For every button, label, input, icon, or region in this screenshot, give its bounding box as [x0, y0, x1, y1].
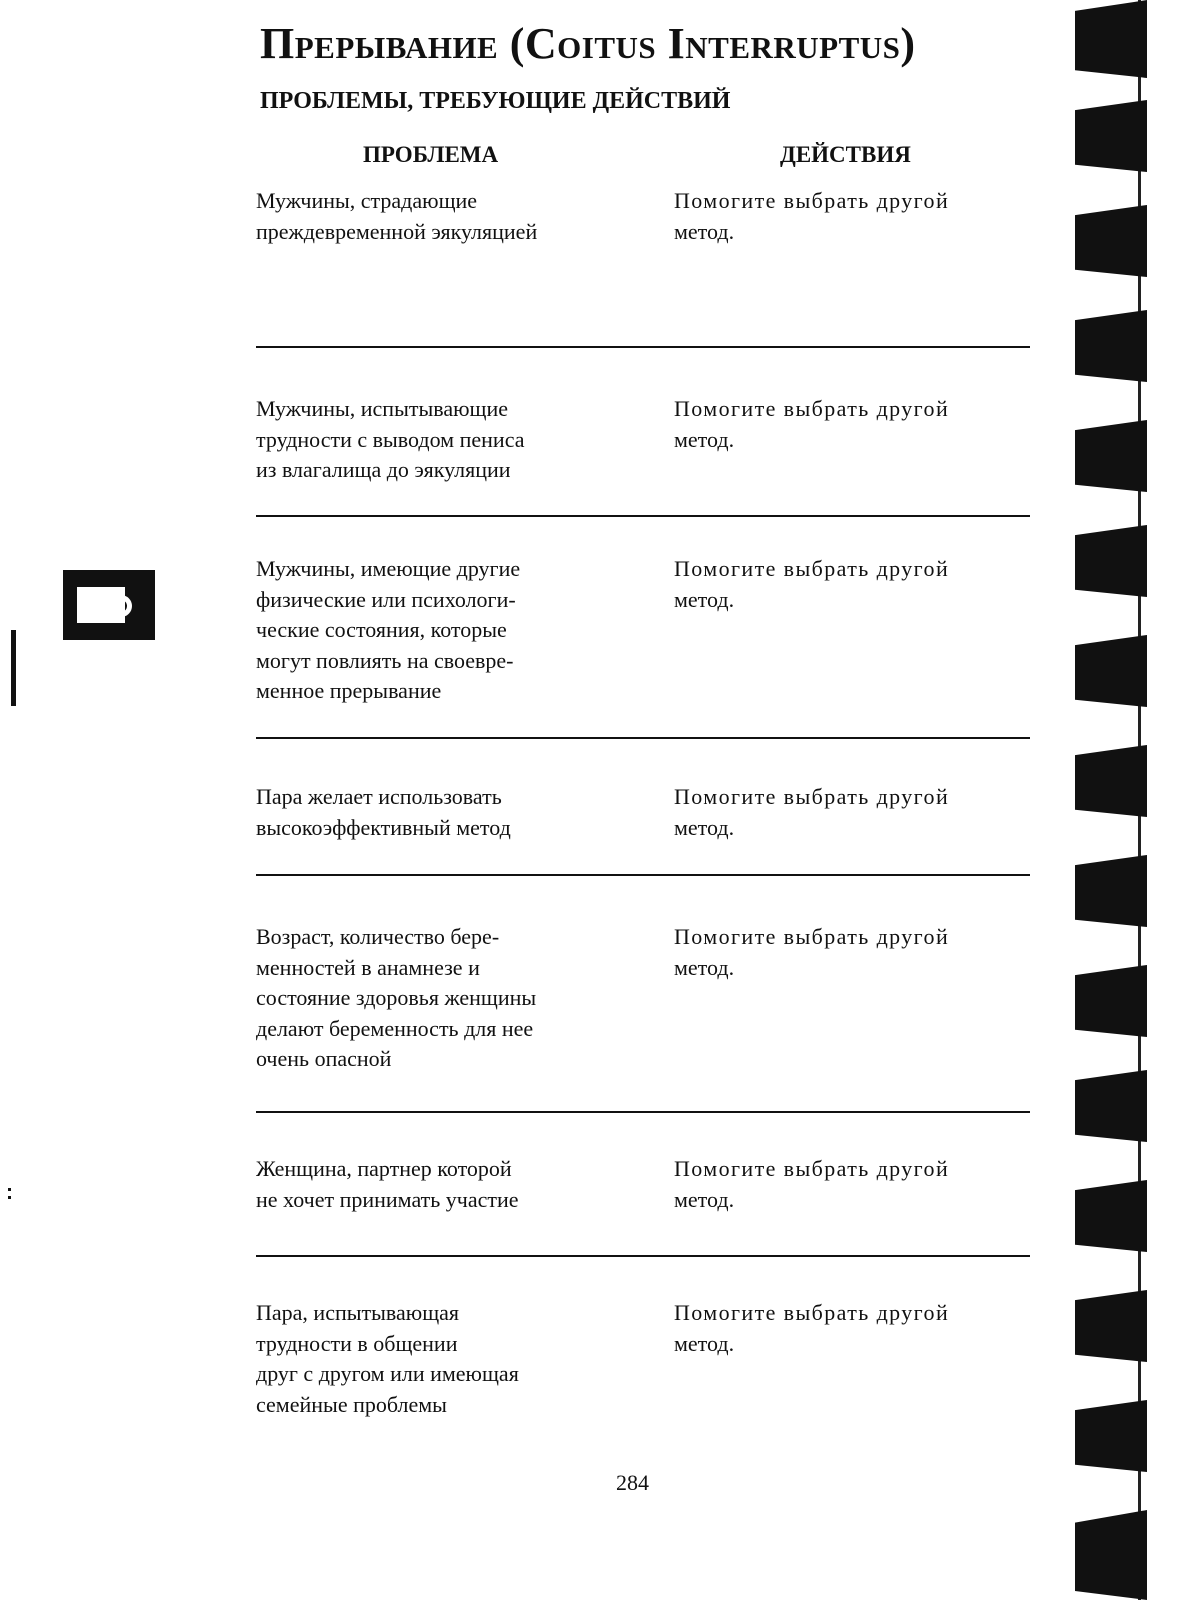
edge-tab	[1075, 100, 1147, 172]
margin-dot	[8, 1188, 11, 1191]
row-4-problem-line: высокоэффективный метод	[256, 814, 511, 840]
row-2-problem	[256, 394, 525, 486]
row-3-action	[674, 554, 949, 615]
edge-tab	[1075, 855, 1147, 927]
row-5-problem-line: очень опасной	[256, 1046, 392, 1071]
row-6-action	[674, 1154, 949, 1215]
row-6-action-line: Помогите выбрать другой	[674, 1156, 950, 1181]
row-2-problem-line: трудности с выводом пениса	[256, 426, 525, 452]
row-5-problem-line: делают беременность для нее	[256, 1015, 534, 1041]
row-7-action	[674, 1298, 949, 1359]
row-4-action-line: Помогите выбрать другой	[674, 784, 950, 809]
row-1-problem	[256, 186, 537, 247]
row-5-problem-line: менностей в анамнезе и	[256, 954, 480, 980]
row-divider	[256, 346, 1030, 348]
row-2-problem-line: из влагалища до эякуляции	[256, 457, 511, 482]
edge-tab	[1075, 205, 1147, 277]
margin-dot	[8, 1196, 11, 1199]
page-title: Прерывание (Coitus Interruptus)	[260, 19, 916, 68]
row-divider	[256, 1255, 1030, 1257]
row-4-problem-line: Пара желает использовать	[256, 784, 502, 809]
row-5-action	[674, 922, 949, 983]
row-6-problem	[256, 1154, 519, 1215]
row-2-action	[674, 394, 949, 455]
edge-tab	[1075, 1180, 1147, 1252]
row-4-problem	[256, 782, 511, 843]
row-3-problem-line: могут повлиять на своевре-	[256, 647, 514, 673]
row-3-problem-line: менное прерывание	[256, 678, 442, 703]
row-5-problem	[256, 922, 536, 1075]
edge-tab	[1075, 1510, 1147, 1600]
row-5-problem-line: Возраст, количество бере-	[256, 924, 500, 949]
edge-tab	[1075, 1400, 1147, 1472]
edge-tab	[1075, 310, 1147, 382]
row-3-problem-line: Мужчины, имеющие другие	[256, 556, 521, 581]
edge-tab	[1075, 420, 1147, 492]
column-header-problem: ПРОБЛЕМА	[363, 142, 499, 167]
row-7-problem-line: друг с другом или имеющая	[256, 1361, 519, 1386]
row-7-problem-line: трудности в общении	[256, 1330, 458, 1356]
row-3-problem-line: физические или психологи-	[256, 586, 516, 612]
section-marker-icon	[63, 570, 155, 640]
page-number: 284	[616, 1470, 649, 1495]
row-2-action-line: метод.	[674, 426, 735, 452]
row-3-problem-line: ческие состояния, которые	[256, 617, 507, 642]
row-3-problem	[256, 554, 520, 707]
row-2-problem-line: Мужчины, испытывающие	[256, 396, 509, 421]
row-6-action-line: метод.	[674, 1186, 735, 1212]
row-1-action-line: метод.	[674, 218, 735, 244]
row-7-action-line: метод.	[674, 1330, 735, 1356]
row-7-problem-line: семейные проблемы	[256, 1391, 447, 1417]
row-divider	[256, 874, 1030, 876]
row-7-problem-line: Пара, испытывающая	[256, 1300, 460, 1325]
section-subtitle: ПРОБЛЕМЫ, ТРЕБУЮЩИЕ ДЕЙСТВИЙ	[260, 88, 731, 114]
edge-tab	[1075, 525, 1147, 597]
row-6-problem-line: не хочет принимать участие	[256, 1186, 519, 1212]
row-4-action	[674, 782, 949, 843]
edge-tab	[1075, 1290, 1147, 1362]
row-7-problem	[256, 1298, 519, 1420]
row-5-problem-line: состояние здоровья женщины	[256, 985, 537, 1010]
row-1-action-line: Помогите выбрать другой	[674, 188, 950, 213]
edge-tab	[1075, 1070, 1147, 1142]
row-3-action-line: метод.	[674, 586, 735, 612]
row-1-action	[674, 186, 949, 247]
row-divider	[256, 737, 1030, 739]
row-1-problem-line: преждевременной эякуляцией	[256, 218, 538, 244]
row-7-action-line: Помогите выбрать другой	[674, 1300, 950, 1325]
row-1-problem-line: Мужчины, страдающие	[256, 188, 478, 213]
row-divider	[256, 1111, 1030, 1113]
edge-tab	[1075, 635, 1147, 707]
row-6-problem-line: Женщина, партнер которой	[256, 1156, 512, 1181]
edge-tab	[1075, 0, 1147, 78]
margin-bar	[11, 630, 16, 706]
column-header-action: ДЕЙСТВИЯ	[780, 142, 911, 167]
row-5-action-line: метод.	[674, 954, 735, 980]
row-3-action-line: Помогите выбрать другой	[674, 556, 950, 581]
edge-tab	[1075, 745, 1147, 817]
row-4-action-line: метод.	[674, 814, 735, 840]
row-2-action-line: Помогите выбрать другой	[674, 396, 950, 421]
row-divider	[256, 515, 1030, 517]
row-5-action-line: Помогите выбрать другой	[674, 924, 950, 949]
edge-tab	[1075, 965, 1147, 1037]
section-marker-notch	[118, 595, 132, 617]
